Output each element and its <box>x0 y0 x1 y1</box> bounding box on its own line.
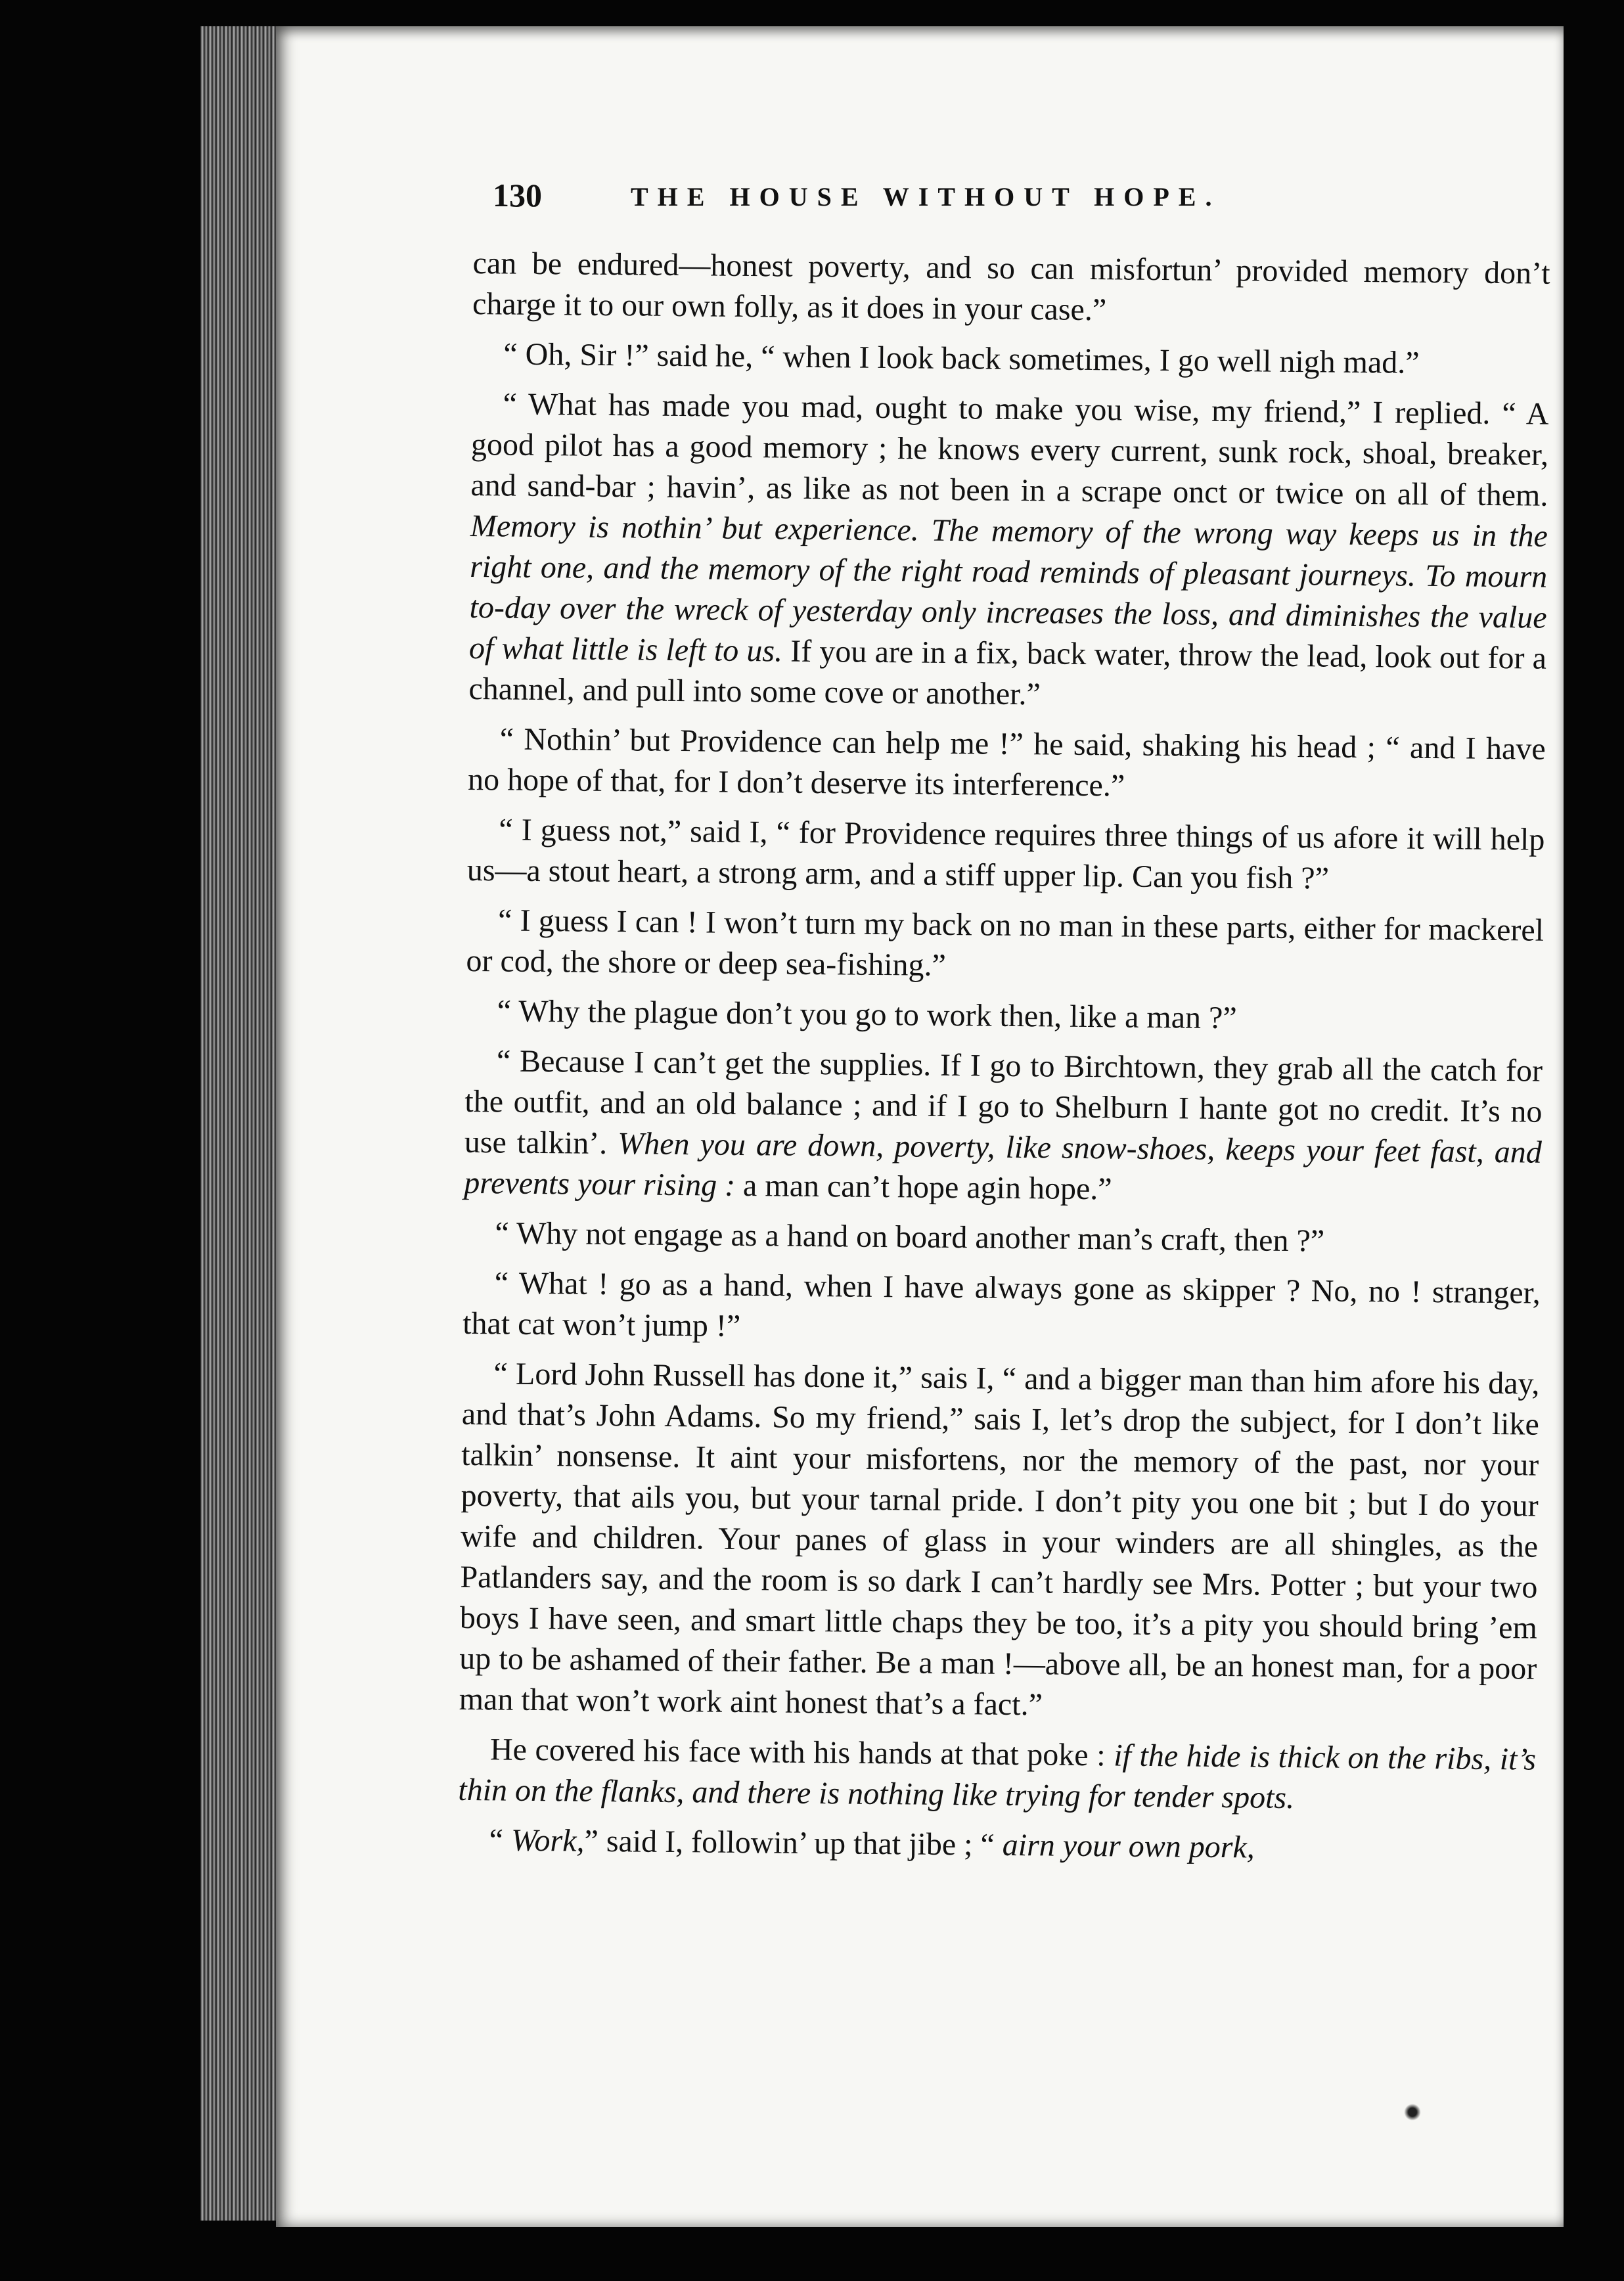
italic-text: Memory is nothin’ but experience. The memory of the wrong way keeps us in the right one, and the memory of the right road reminds of pleasant journeys. To mourn to-day over the wreck of yesterday only increases the loss, and diminishes the value of what little is left to us. <box>468 508 1548 669</box>
paragraph <box>468 384 1549 720</box>
paragraph <box>472 243 1550 335</box>
paragraph <box>465 991 1543 1042</box>
italic-text: airn your own pork, <box>1002 1827 1255 1865</box>
text-run: “ Oh, Sir !” said he, “ when I look back sometimes, I go well nigh mad.” <box>503 336 1420 380</box>
paragraph <box>468 719 1546 811</box>
italic-text: if the hide is thick on the ribs, it’s thin on the flanks, and there is nothing like trying for tender spots. <box>458 1738 1537 1816</box>
text-run: can be endured—honest poverty, and so can misfortun’ provided memory don’t charge it to our own folly, as it does in your case.” <box>472 245 1550 328</box>
text-run: “ What ! go as a hand, when I have always gone as skipper ? No, no ! stranger, that cat won’t jump !” <box>462 1265 1541 1344</box>
text-run: “ I guess not,” said I, “ for Providence requires three things of us afore it will help us—a stout heart, a strong arm, and a stiff upper lip. Can you fish ?” <box>466 812 1545 896</box>
text-run: If you are in a fix, back water, throw the lead, look out for a channel, and pull into some cove or another.” <box>468 633 1547 712</box>
paragraph <box>467 809 1545 901</box>
paragraph <box>458 1729 1536 1821</box>
paragraph <box>457 1820 1535 1871</box>
paragraph <box>466 900 1544 992</box>
ink-blot <box>1403 2102 1422 2122</box>
text-run: He covered his face with his hands at that poke : <box>489 1732 1114 1773</box>
text-run: “ <box>489 1822 512 1858</box>
text-run: “ Nothin’ but Providence can help me !” he said, shaking his head ; “ and I have no hope of that, for I don’t deserve its interference.” <box>467 721 1546 803</box>
text-run: “ What has made you mad, ought to make you wise, my friend,” I replied. “ A good pilot has a good memory ; he knows every current, sunk rock, shoal, breaker, and sand-bar ; havin’, as like as not been in a scrape onct or twice on all of them. <box>470 386 1549 513</box>
text-run: “ I guess I can ! I won’t turn my back on no man in these parts, either for mackerel or cod, the shore or deep sea-fishing.” <box>466 903 1545 983</box>
page-header <box>493 176 1478 229</box>
italic-text: Work, <box>510 1822 585 1859</box>
text-run: “ Because I can’t get the supplies. If I go to Birchtown, they grab all the catch for the outfit, and an old balance ; and if I go to Shelburn I hante got no credit. It’s no use talkin’. <box>464 1043 1543 1162</box>
book-page <box>276 26 1564 2227</box>
italic-text: When you are down, poverty, like snow-shoes, keeps your feet fast, and prevents your rising : <box>464 1126 1543 1203</box>
text-run: “ Why the plague don’t you go to work then, like a man ?” <box>497 993 1237 1036</box>
text-run: “ Lord John Russell has done it,” sais I, “ and a bigger man than him afore his day, and that’s John Adams. So my friend,” sais I, let’s drop the subject, for I don’t like talkin’ nonsense. It aint your misfortens, nor the memory of the past, nor your poverty, that ails you, but your tarnal pride. I don’t pity you one bit ; but I do your wife and children. Your panes of glass in your winders are all shingles, as the Patlanders say, and the room is so dark I can’t hardly see Mrs. Potter ; but your two boys I have seen, and smart little chaps they be too, it’s a pity you should bring ’em up to be ashamed of their father. Be a man !—above all, be an honest man, for a poor man that won’t work aint honest that’s a fact.” <box>459 1356 1540 1723</box>
paragraph <box>472 334 1550 385</box>
running-title: THE HOUSE WITHOUT HOPE. <box>631 182 1221 212</box>
paragraph <box>463 1213 1541 1264</box>
paragraph <box>464 1041 1543 1214</box>
text-run: “ Why not engage as a hand on board another man’s craft, then ?” <box>495 1215 1325 1259</box>
paragraph <box>459 1353 1539 1730</box>
page-number: 130 <box>493 177 542 214</box>
text-run: a man can’t hope agin hope.” <box>734 1167 1112 1207</box>
paragraph <box>462 1263 1541 1355</box>
text-run: ” said I, followin’ up that jibe ; “ <box>584 1823 1003 1863</box>
body-text <box>457 243 1550 1880</box>
